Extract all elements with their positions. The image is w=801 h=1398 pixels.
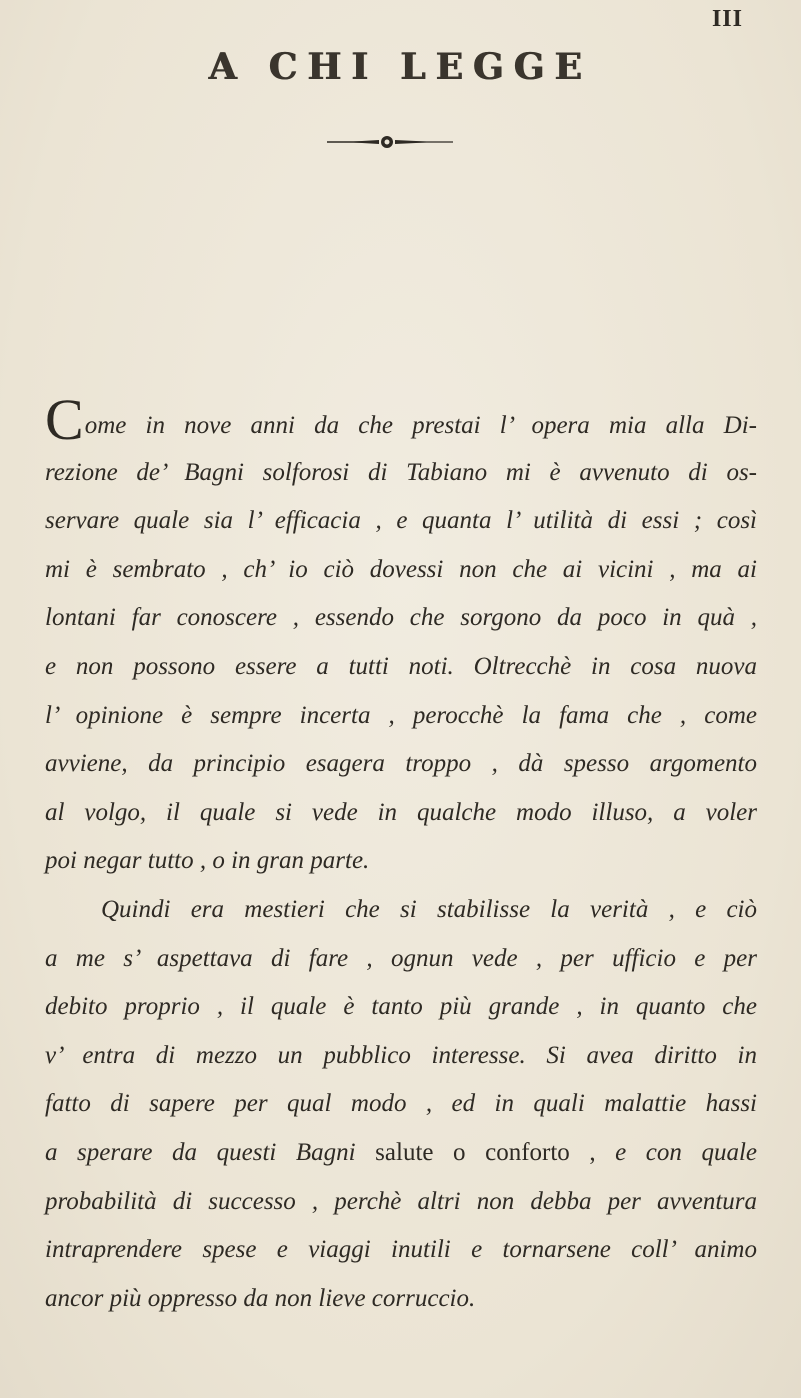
text-line-3: servare quale sia l’ efficacia , e quanta l’ utilità di essi ; così xyxy=(45,507,757,535)
upright-text: salute o conforto , xyxy=(375,1138,596,1166)
text-line-18: intraprendere spese e viaggi inutili e tornarsene coll’ animo xyxy=(45,1236,757,1264)
text-line-19: ancor più oppresso da non lieve corruccio. xyxy=(45,1284,476,1312)
text-line-17: probabilità di successo , perchè altri non debba per avventura xyxy=(45,1187,757,1215)
text-line-11: Quindi era mestieri che si stabilisse la verità , e ciò xyxy=(101,895,757,923)
text-line-13: debito proprio , il quale è tanto più grande , in quanto che xyxy=(45,993,757,1021)
text-line-8: avviene, da principio esagera troppo , dà spesso argomento xyxy=(45,750,757,778)
text-line-16: a sperare da questi Bagni salute o conforto , e con quale xyxy=(45,1138,757,1166)
text-line-10: poi negar tutto , o in gran parte. xyxy=(45,847,370,875)
text-line-6: e non possono essere a tutti noti. Oltrecchè in cosa nuova xyxy=(45,652,757,680)
page-number: III xyxy=(711,6,743,32)
drop-cap: C xyxy=(45,387,84,452)
text-line-5: lontani far conoscere , essendo che sorgono da poco in quà , xyxy=(45,604,757,632)
heading-word-chi: CHI xyxy=(268,46,378,88)
text-line-1: Come in nove anni da che prestai l’ opera mia alla Di- xyxy=(45,387,757,452)
ornament-divider-icon xyxy=(325,132,455,152)
text-line-2: rezione de’ Bagni solforosi di Tabiano mi è avvenuto di os- xyxy=(45,458,757,486)
text-line-14: v’ entra di mezzo un pubblico interesse. Si avea diritto in xyxy=(45,1041,757,1069)
text-line-7: l’ opinione è sempre incerta , perocchè la fama che , come xyxy=(45,701,757,729)
text-line-12: a me s’ aspettava di fare , ognun vede , per ufficio e per xyxy=(45,944,757,972)
body-text xyxy=(45,387,757,1323)
heading-word-legge: LEGGE xyxy=(399,46,592,88)
text-line-4: mi è sembrato , ch’ io ciò dovessi non che ai vicini , ma ai xyxy=(45,555,757,583)
text-line-15: fatto di sapere per qual modo , ed in quali malattie hassi xyxy=(45,1090,757,1118)
heading-word-a: A xyxy=(208,46,247,88)
text-line-9: al volgo, il quale si vede in qualche modo illuso, a voler xyxy=(45,798,757,826)
section-heading xyxy=(120,46,680,88)
